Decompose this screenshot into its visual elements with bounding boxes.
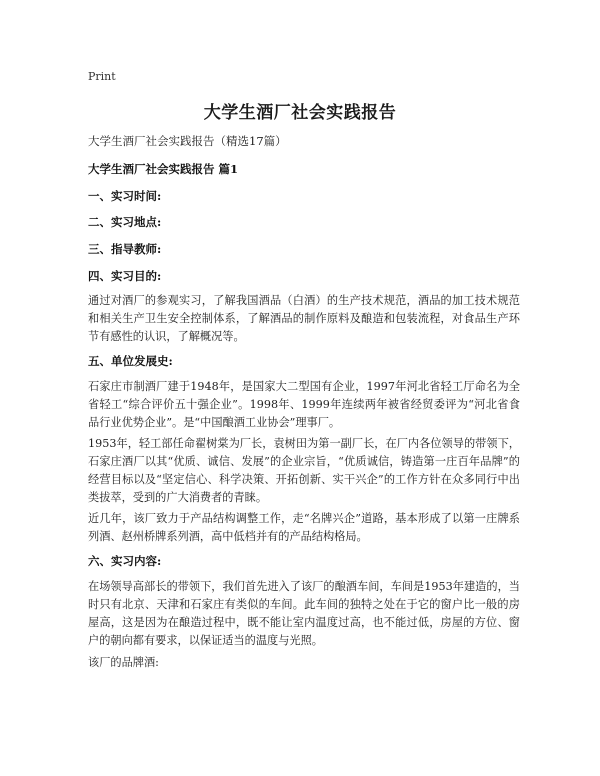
heading-purpose: 四、实习目的: xyxy=(88,269,162,283)
heading-instructor: 三、指导教师: xyxy=(88,242,162,256)
heading-practice-time: 一、实习时间: xyxy=(88,189,162,203)
print-link[interactable]: Print xyxy=(88,70,116,83)
paragraph-purpose: 通过对酒厂的参观实习，了解我国酒品（白酒）的生产技术规范，酒品的加工技术规范和相关生产卫生安全控制体系，了解酒品的制作原料及酿造和包装流程，对食品生产环节有感性的认识，了解概况等。 xyxy=(88,294,520,343)
heading-practice-location: 二、实习地点: xyxy=(88,215,162,229)
section-title: 大学生酒厂社会实践报告 篇1 xyxy=(88,162,239,176)
heading-content: 六、实习内容: xyxy=(88,554,162,568)
page-title: 大学生酒厂社会实践报告 xyxy=(203,103,397,123)
paragraph-brands: 该厂的品牌酒: xyxy=(88,656,159,669)
paragraph-history-1: 石家庄市制酒厂建于1948年，是国家大二型国有企业，1997年河北省轻工厅命名为全省轻工“综合评价五十强企业”。1998年、1999年连续两年被省经贸委评为“河北省食品行业优势企业”。是“中国酿酒工业协会”理事厂。 xyxy=(88,380,520,429)
subtitle: 大学生酒厂社会实践报告（精选17篇） xyxy=(88,134,287,148)
paragraph-history-3: 近几年，该厂致力于产品结构调整工作，走“名牌兴企”道路，基本形成了以第一庄牌系列酒、赵州桥牌系列酒，高中低档并有的产品结构格局。 xyxy=(88,512,520,543)
heading-history: 五、单位发展史: xyxy=(88,354,173,368)
paragraph-history-2: 1953年，轻工部任命翟树棠为厂长，袁树田为第一副厂长，在厂内各位领导的带领下，石家庄酒厂以其“优质、诚信、发展”的企业宗旨，“优质诚信，铸造第一庄百年品牌”的经营目标以及“坚定信心、科学决策、开拓创新、实干兴企”的工作方针在众多同行中出类拔萃，受到的广大消费者的青睐。 xyxy=(88,437,520,504)
paragraph-content: 在场领导高部长的带领下，我们首先进入了该厂的酿酒车间，车间是1953年建造的，当时只有北京、天津和石家庄有类似的车间。此车间的独特之处在于它的窗户比一般的房屋高，这是因为在酿造过程中，既不能让室内温度过高，也不能过低，房屋的方位、窗户的朝向都有要求，以保证适当的温度与光照。 xyxy=(88,580,520,647)
